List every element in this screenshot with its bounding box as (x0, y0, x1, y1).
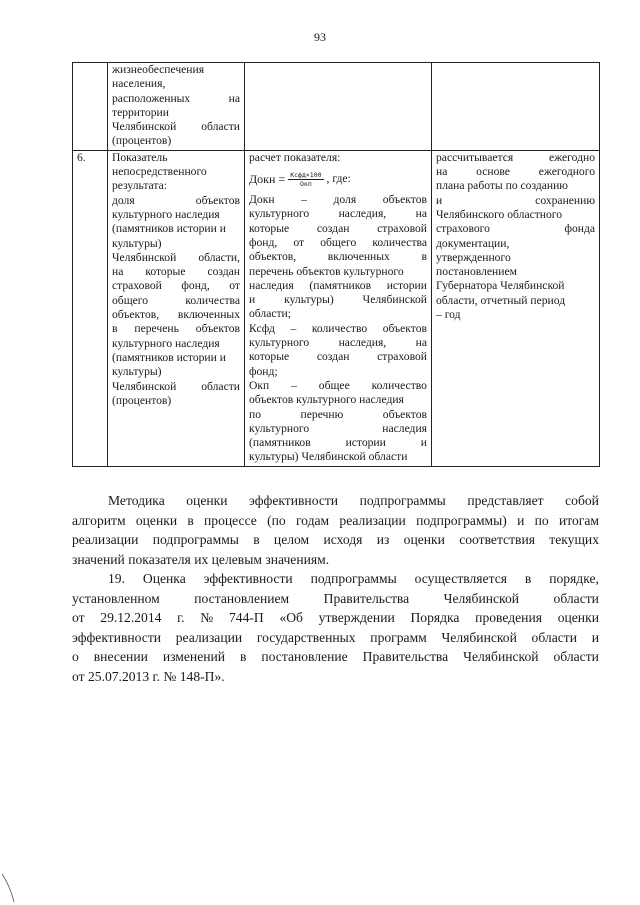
cell-line (436, 194, 595, 208)
calculation-intro: расчет показателя: (249, 150, 341, 164)
paragraph-word: в (240, 649, 247, 664)
paragraph-word: подпрограммы) (416, 512, 507, 528)
indicator-table (72, 62, 600, 467)
corner-scan-mark (0, 872, 30, 905)
paragraph-line (72, 530, 599, 550)
formula-lhs: Докн = (249, 171, 286, 186)
paragraph-word: годам (295, 512, 330, 528)
paragraph-line (72, 491, 599, 511)
cell-word: страховой (112, 279, 162, 293)
paragraph-word: осуществляется (414, 571, 507, 586)
table-row (73, 150, 600, 466)
paragraph-word: области (531, 629, 577, 645)
paragraph-word: № (200, 610, 214, 625)
cell-word: – (301, 193, 307, 207)
paragraph-line (72, 569, 599, 589)
cell-word: страхового (436, 222, 490, 236)
source-cell (432, 63, 600, 151)
paragraph-word: в (524, 571, 532, 586)
cell-word: фонд, (249, 235, 278, 249)
calculation-cell (245, 63, 432, 151)
paragraph-line (72, 589, 599, 609)
cell-line: фонд; (249, 364, 278, 378)
paragraph-line: значений показателя их целевым значениям. (72, 551, 330, 567)
paragraph-word: в (253, 532, 260, 547)
cell-line (249, 236, 427, 250)
paragraph-word: алгоритм (72, 512, 126, 528)
cell-line (112, 380, 240, 394)
paragraph-word: подпрограммы (359, 493, 446, 508)
paragraph-word: соответствия (459, 532, 535, 547)
cell-word: (памятников (309, 278, 372, 292)
paragraph-word: порядке, (549, 571, 599, 586)
cell-word: доля (112, 193, 135, 207)
cell-word: наследия, (338, 207, 387, 221)
cell-line: плана работы по созданию (436, 179, 568, 193)
cell-word: которые (145, 265, 186, 279)
cell-line: непосредственного (112, 165, 207, 179)
calculation-description (249, 193, 427, 465)
cell-word: основе (476, 165, 510, 179)
cell-line: утвержденного (436, 250, 511, 264)
cell-line: – год (436, 308, 461, 322)
cell-word: количества (185, 293, 240, 307)
cell-line: постановлением (436, 265, 517, 279)
paragraph-word: установленном (72, 590, 160, 606)
paragraph-word: внесении (93, 649, 148, 664)
paragraph-word: оценки (135, 512, 178, 528)
cell-word: и (249, 293, 256, 307)
cell-line: культуры) (112, 365, 162, 379)
paragraph-word: Правительства (323, 590, 410, 606)
cell-word: и (436, 193, 443, 207)
cell-word: в (112, 322, 118, 336)
paragraph-word: Челябинской (443, 590, 520, 606)
paragraph-word: оценки (186, 493, 228, 508)
cell-word: Челябинской (112, 120, 177, 134)
cell-word: включенных (177, 308, 240, 322)
paragraph-word: собой (565, 493, 599, 508)
cell-line (436, 222, 595, 236)
cell-line (112, 92, 240, 106)
cell-line: культурного наследия (112, 336, 220, 350)
cell-word: объектов (195, 193, 240, 207)
paragraph-word: изменений (162, 649, 226, 664)
indicator-name-cell (108, 63, 245, 151)
paragraph-word: постановление (261, 649, 348, 664)
cell-word: по (249, 407, 262, 421)
cell-word: от (229, 279, 240, 293)
cell-line (249, 279, 427, 293)
cell-word: страховой (377, 350, 427, 364)
paragraph-word: Челябинской (441, 629, 517, 645)
paragraph-word: реализации (72, 532, 139, 547)
paragraph-line (72, 647, 599, 667)
cell-word: и (420, 436, 427, 450)
cell-line: Показатель (112, 150, 168, 164)
cell-word: области (201, 379, 240, 393)
cell-word: создан (316, 221, 350, 235)
cell-word: от (293, 235, 305, 249)
cell-line: жизнеобеспечения (112, 63, 205, 76)
paragraph-word: процессе (204, 512, 257, 528)
paragraph-line (72, 511, 599, 531)
paragraph-word: «Об (279, 610, 303, 625)
cell-line (249, 322, 427, 336)
paragraph-19 (72, 569, 599, 686)
cell-line (249, 250, 427, 264)
cell-word: количество (371, 378, 427, 392)
paragraph-word: и (517, 512, 525, 528)
cell-word: культурного (249, 421, 310, 435)
cell-word: страховой (377, 221, 427, 235)
cell-line: культуры) Челябинской области (249, 450, 408, 464)
cell-line (249, 336, 427, 350)
cell-word: на (228, 91, 240, 105)
paragraph-word: программ (370, 629, 427, 645)
cell-word: Докн (249, 193, 275, 207)
cell-line (249, 293, 427, 307)
paragraph-word: области (553, 590, 599, 606)
cell-word: фонда (564, 222, 595, 236)
cell-line (249, 207, 427, 221)
cell-word: ежегодного (538, 165, 595, 179)
formula (249, 167, 427, 191)
cell-word: создан (207, 265, 240, 279)
paragraph-word: 29.12.2014 (100, 610, 162, 625)
cell-line: (памятников истории и (112, 350, 226, 364)
paragraph-word: проведения (475, 610, 542, 625)
cell-line: территории (112, 105, 169, 119)
cell-line: объектов культурного наследия (249, 393, 404, 407)
paragraph-word: г. (177, 610, 185, 625)
cell-word: объектов (382, 321, 427, 335)
paragraph-word: государственных (256, 629, 356, 645)
cell-line: населения, (112, 77, 166, 91)
cell-word: сохранению (535, 193, 595, 207)
cell-line: области, отчетный период (436, 293, 566, 307)
cell-word: области, (198, 250, 240, 264)
cell-word: количества (372, 235, 427, 249)
cell-word: культурного (249, 207, 310, 221)
cell-line: Губернатора Челябинской (436, 279, 565, 293)
cell-word: культурного (249, 336, 310, 350)
paragraph-word: в (187, 512, 194, 528)
cell-word: на (112, 265, 124, 279)
cell-line (112, 294, 240, 308)
cell-line (249, 379, 427, 393)
cell-line (249, 436, 427, 450)
cell-line (249, 193, 427, 207)
cell-word: – (291, 378, 297, 392)
cell-word: общее (318, 378, 350, 392)
formula-numerator: Ксфд×100 (290, 170, 322, 179)
cell-word: ежегодно (549, 150, 595, 164)
cell-line (436, 165, 595, 179)
cell-word: которые (249, 221, 290, 235)
cell-line: (процентов) (112, 393, 172, 407)
cell-word: Ксфд (249, 321, 275, 335)
cell-line (436, 151, 595, 165)
cell-line (249, 350, 427, 364)
cell-word: количество (311, 321, 368, 335)
paragraph-word: от (72, 610, 85, 625)
formula-tail: , где: (326, 171, 351, 185)
paragraph-word: итогам (558, 512, 599, 528)
cell-word: на (415, 336, 427, 350)
row-number-cell: 6. (73, 150, 108, 466)
cell-word: перечню (300, 407, 344, 421)
paragraph-word: реализации (175, 629, 243, 645)
paragraph-word: о (72, 649, 79, 664)
cell-word: наследия (382, 421, 427, 435)
paragraph-word: 744-П (228, 610, 264, 625)
paragraph-word: утверждении (318, 610, 395, 625)
cell-line (112, 279, 240, 293)
cell-line: документации, (436, 236, 510, 250)
cell-word: рассчитывается (436, 150, 514, 164)
paragraph-word: Методика (108, 493, 165, 508)
paragraph-word: оценки (557, 610, 599, 625)
paragraph-word: и (591, 629, 599, 645)
page-number: 93 (314, 30, 326, 44)
paragraph-word: постановлением (194, 590, 290, 606)
paragraph-word: по (534, 512, 549, 528)
paragraph-word: эффективности (249, 493, 339, 508)
cell-line: результата: (112, 179, 167, 193)
cell-line (249, 408, 427, 422)
cell-line: перечень объектов культурного (249, 264, 404, 278)
table-row (73, 63, 600, 151)
paragraph-word: представляет (467, 493, 544, 508)
indicator-name-cell (108, 150, 245, 466)
cell-word: объектов (382, 407, 427, 421)
cell-word: Челябинской (362, 293, 427, 307)
cell-word: расположенных (112, 91, 191, 105)
cell-word: общего (112, 293, 149, 307)
paragraph-word: эффективности (203, 571, 293, 586)
row-number-cell (73, 63, 108, 151)
paragraph-line: от 25.07.2013 г. № 148-П». (72, 668, 225, 684)
cell-word: (памятников (249, 436, 311, 450)
cell-word: объектов, (249, 250, 297, 264)
cell-line (249, 222, 427, 236)
paragraph-word: Порядка (410, 610, 460, 625)
cell-word: наследия (249, 278, 294, 292)
paragraph-word: Челябинской (463, 649, 539, 664)
cell-word: объектов (195, 322, 240, 336)
cell-word: включенных (327, 250, 390, 264)
cell-line (112, 120, 240, 134)
cell-word: истории (345, 436, 386, 450)
cell-word: которые (249, 350, 290, 364)
paragraph-word: целом (273, 532, 310, 547)
paragraph-word: Правительства (362, 649, 449, 664)
cell-line: (памятников истории и (112, 222, 226, 236)
paragraph-word: области (553, 649, 599, 664)
paragraph-word: оценки (403, 532, 445, 547)
cell-word: Окп (249, 378, 270, 392)
paragraph-word: исходя (323, 532, 363, 547)
cell-line (249, 422, 427, 436)
cell-word: Челябинской (112, 379, 177, 393)
cell-word: – (290, 321, 297, 335)
cell-word: области (201, 120, 240, 134)
cell-line: культуры) (112, 236, 162, 250)
paragraph-word: 19. (108, 571, 125, 586)
paragraph-word: подпрограммы (152, 532, 239, 547)
cell-line (112, 251, 240, 265)
paragraph-line (72, 608, 599, 628)
paragraph-word: подпрограммы (310, 571, 397, 586)
formula-denominator: Окп (300, 179, 312, 188)
cell-line: (процентов) (112, 134, 172, 148)
paragraph-word: текущих (549, 532, 599, 547)
paragraph-word: реализации (339, 512, 406, 528)
cell-word: культуры) (284, 293, 334, 307)
cell-line (112, 308, 240, 322)
cell-word: объектов (382, 193, 427, 207)
paragraph-word: (по (267, 512, 286, 528)
cell-line: культурного наследия (112, 207, 220, 221)
cell-line (112, 194, 240, 208)
paragraph-methodology (72, 491, 599, 569)
cell-word: объектов, (112, 308, 160, 322)
cell-line: Челябинского областного (436, 207, 563, 221)
cell-word: перечень (134, 322, 179, 336)
cell-word: на (415, 207, 427, 221)
cell-word: в (421, 250, 427, 264)
formula-fraction (288, 171, 323, 188)
source-cell (432, 150, 600, 466)
cell-line (112, 265, 240, 279)
cell-word: на (436, 165, 448, 179)
calculation-cell (245, 150, 432, 466)
cell-word: общего (320, 235, 357, 249)
paragraph-word: Оценка (142, 571, 186, 586)
paragraph-word: из (376, 532, 390, 547)
cell-word: истории (386, 278, 427, 292)
paragraph-word: эффективности (72, 629, 162, 645)
paragraph-line (72, 628, 599, 648)
cell-word: Челябинской (112, 250, 177, 264)
cell-line (112, 322, 240, 336)
cell-word: наследия, (338, 336, 387, 350)
cell-word: фонд, (181, 279, 210, 293)
cell-word: создан (316, 350, 350, 364)
cell-line: области; (249, 307, 291, 321)
cell-word: доля (333, 193, 357, 207)
